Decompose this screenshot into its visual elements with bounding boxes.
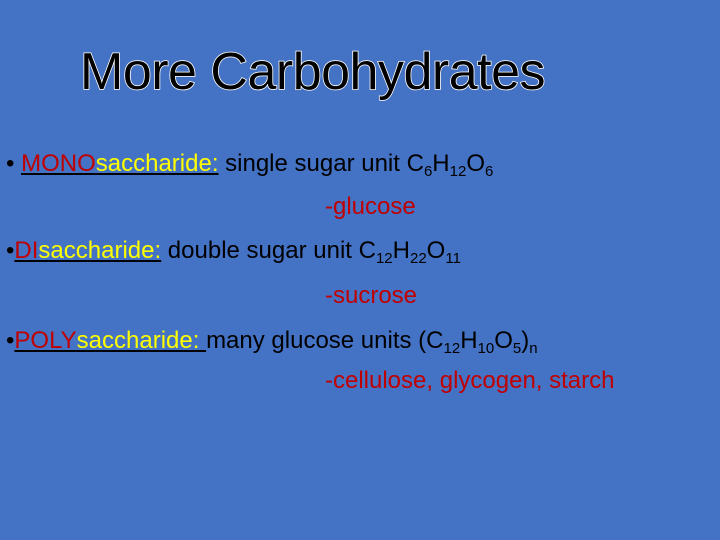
prefix-poly: POLY (14, 327, 77, 354)
subscript: 11 (445, 250, 461, 267)
subscript: 6 (484, 163, 494, 180)
polysaccharide-line (6, 327, 538, 355)
slide-title: More Carbohydrates (80, 43, 545, 101)
bullet: • (6, 327, 15, 354)
definition: many glucose units (C (206, 327, 444, 354)
example-polysaccharides: -cellulose, glycogen, starch (325, 367, 615, 394)
subscript: 12 (443, 340, 461, 357)
suffix-saccharide: saccharide: (76, 327, 207, 354)
term (14, 327, 206, 354)
prefix-mono: MONO (21, 150, 96, 177)
definition: single sugar unit C (218, 150, 424, 177)
subscript: 12 (375, 250, 393, 267)
example-glucose: -glucose (325, 193, 416, 220)
element: H (392, 237, 410, 264)
element: O (426, 237, 446, 264)
monosaccharide-line (6, 150, 493, 178)
example-sucrose: -sucrose (325, 282, 418, 309)
suffix-saccharide: saccharide: (38, 237, 162, 264)
subscript: 22 (409, 250, 427, 267)
element: H (432, 150, 450, 177)
paren: ) (521, 327, 530, 354)
bullet: • (6, 237, 15, 264)
element: H (460, 327, 478, 354)
definition: double sugar unit C (161, 237, 376, 264)
subscript: 5 (512, 340, 522, 357)
disaccharide-line (6, 237, 461, 265)
element: O (466, 150, 485, 177)
element: O (494, 327, 513, 354)
subscript: 10 (477, 340, 495, 357)
suffix-saccharide: saccharide: (95, 150, 219, 177)
prefix-di: DI (14, 237, 39, 264)
subscript: n (529, 340, 538, 357)
bullet: • (6, 150, 15, 177)
subscript: 6 (423, 163, 433, 180)
term (21, 150, 218, 177)
term (14, 237, 161, 264)
subscript: 12 (449, 163, 467, 180)
